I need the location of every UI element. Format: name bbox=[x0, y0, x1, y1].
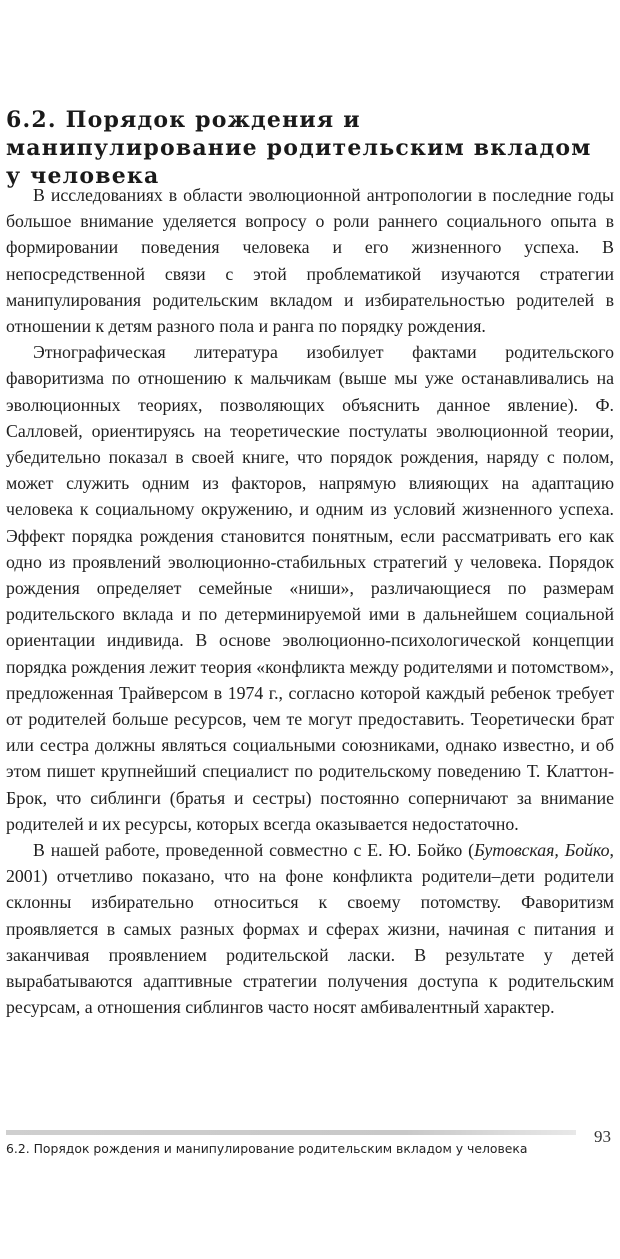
footer-rule bbox=[6, 1130, 576, 1135]
paragraph-3-end: , 2001) отчетливо показано, что на фоне конфликта родители–дети родители склонны избирательно относиться к своему потомству. Фаворитизм проявляется в самых разных формах и сферах жизни, начиная с питания и заканчивая проявлением родительской ласки. В результате у детей вырабатываются адаптивные стратегии получения доступа к родительским ресурсам, а отношения сиблингов часто носят амбивалентный характер. bbox=[6, 840, 614, 1018]
section-heading: 6.2. Порядок рождения и манипулирование родительским вкладом у человека bbox=[6, 107, 592, 189]
paragraph-3-start: В нашей работе, проведенной совместно с Е. Ю. Бойко ( bbox=[33, 840, 475, 861]
paragraph-2: Этнографическая литература изобилует фактами родительского фаворитизма по отношению к мальчикам (выше мы уже останавливались на эволюционных теориях, позволяющих объяснить данное явление). Ф. Салловей, ориентируясь на теоретические постулаты эволюционной теории, убедительно показал в своей книге, что порядок рождения, наряду с полом, может служить одним из факторов, напрямую влияющих на адаптацию человека к социальному окружению, и одним из условий жизненного успеха. Эффект порядка рождения становится понятным, если рассматривать его как одно из проявлений эволюционно-стабильных стратегий у человека. Порядок рождения определяет семейные «ниши», различающиеся по размерам родительского вклада и по детерминируемой ими в дальнейшем социальной ориентации индивида. В основе эволюционно-психологической концепции порядка рождения лежит теория «конфликта между родителями и потомством», предложенная Трайверсом в 1974 г., согласно которой каждый ребенок требует от родителей больше ресурсов, чем те могут предоставить. Теоретически брат или сестра должны являться социальными союзниками, однако известно, и об этом пишет крупнейший специалист по родительскому поведению Т. Клаттон-Брок, что сиблинги (братья и сестры) постоянно соперничают за внимание родителей и их ресурсы, которых всегда оказывается недостаточно. bbox=[6, 342, 614, 834]
paragraph-3 bbox=[6, 837, 614, 1020]
page-number: 93 bbox=[594, 1127, 611, 1146]
citation-authors: Бутовская, Бойко bbox=[474, 840, 610, 861]
running-footer: 6.2. Порядок рождения и манипулирование родительским вкладом у человека bbox=[6, 1141, 528, 1156]
body-text bbox=[6, 182, 614, 1021]
paragraph-1: В исследованиях в области эволюционной антропологии в последние годы большое внимание уделяется вопросу о роли раннего социального опыта в формировании поведения человека и его жизненного успеха. В непосредственной связи с этой проблематикой изучаются стратегии манипулирования родительским вкладом и избирательностью родителей в отношении к детям разного пола и ранга по порядку рождения. bbox=[6, 185, 614, 337]
